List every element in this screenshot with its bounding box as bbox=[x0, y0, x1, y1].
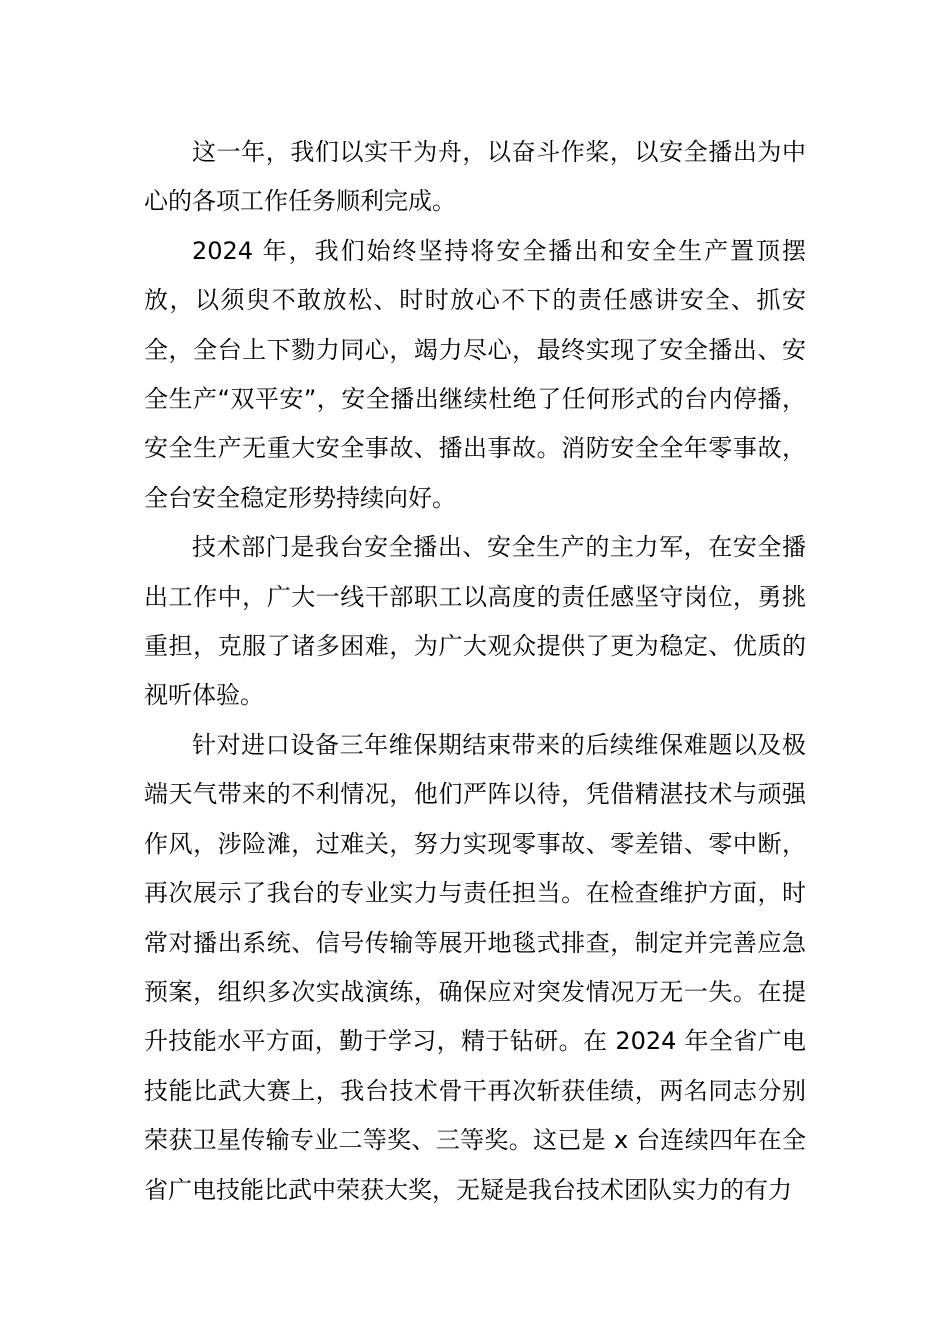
paragraph-technical-department: 技术部门是我台安全播出、安全生产的主力军，在安全播出工作中，广大一线干部职工以高度的责任感坚守岗位，勇挑重担，克服了诸多困难，为广大观众提供了更为稳定、优质的视听体验。 bbox=[144, 533, 806, 710]
paragraph-safety-2024: 2024 年，我们始终坚持将安全播出和安全生产置顶摆放，以须臾不敢放松、时时放心不下的责任感讲安全、抓安全，全台上下勠力同心，竭力尽心，最终实现了安全播出、安全生产“双平安”，安全播出继续杜绝了任何形式的台内停播，安全生产无重大安全事故、播出事故。消防安全全年零事故，全台安全稳定形势持续向好。 bbox=[144, 236, 806, 512]
document-body bbox=[144, 128, 806, 1215]
paragraph-summary: 这一年，我们以实干为舟，以奋斗作桨，以安全播出为中心的各项工作任务顺利完成。 bbox=[144, 138, 806, 216]
paragraph-maintenance-skills: 针对进口设备三年维保期结束带来的后续维保难题以及极端天气带来的不利情况，他们严阵以待，凭借精湛技术与顽强作风，涉险滩，过难关，努力实现零事故、零差错、零中断，再次展示了我台的专业实力与责任担当。在检查维护方面，时常对播出系统、信号传输等展开地毯式排查，制定并完善应急预案，组织多次实战演练，确保应对突发情况万无一失。在提升技能水平方面，勤于学习，精于钻研。在 2024 年全省广电技能比武大赛上，我台技术骨干再次斩获佳绩，两名同志分别荣获卫星传输专业二等奖、三等奖。这已是 x 台连续四年在全省广电技能比武中荣获大奖，无疑是我台技术团队实力的有力 bbox=[144, 730, 806, 1204]
